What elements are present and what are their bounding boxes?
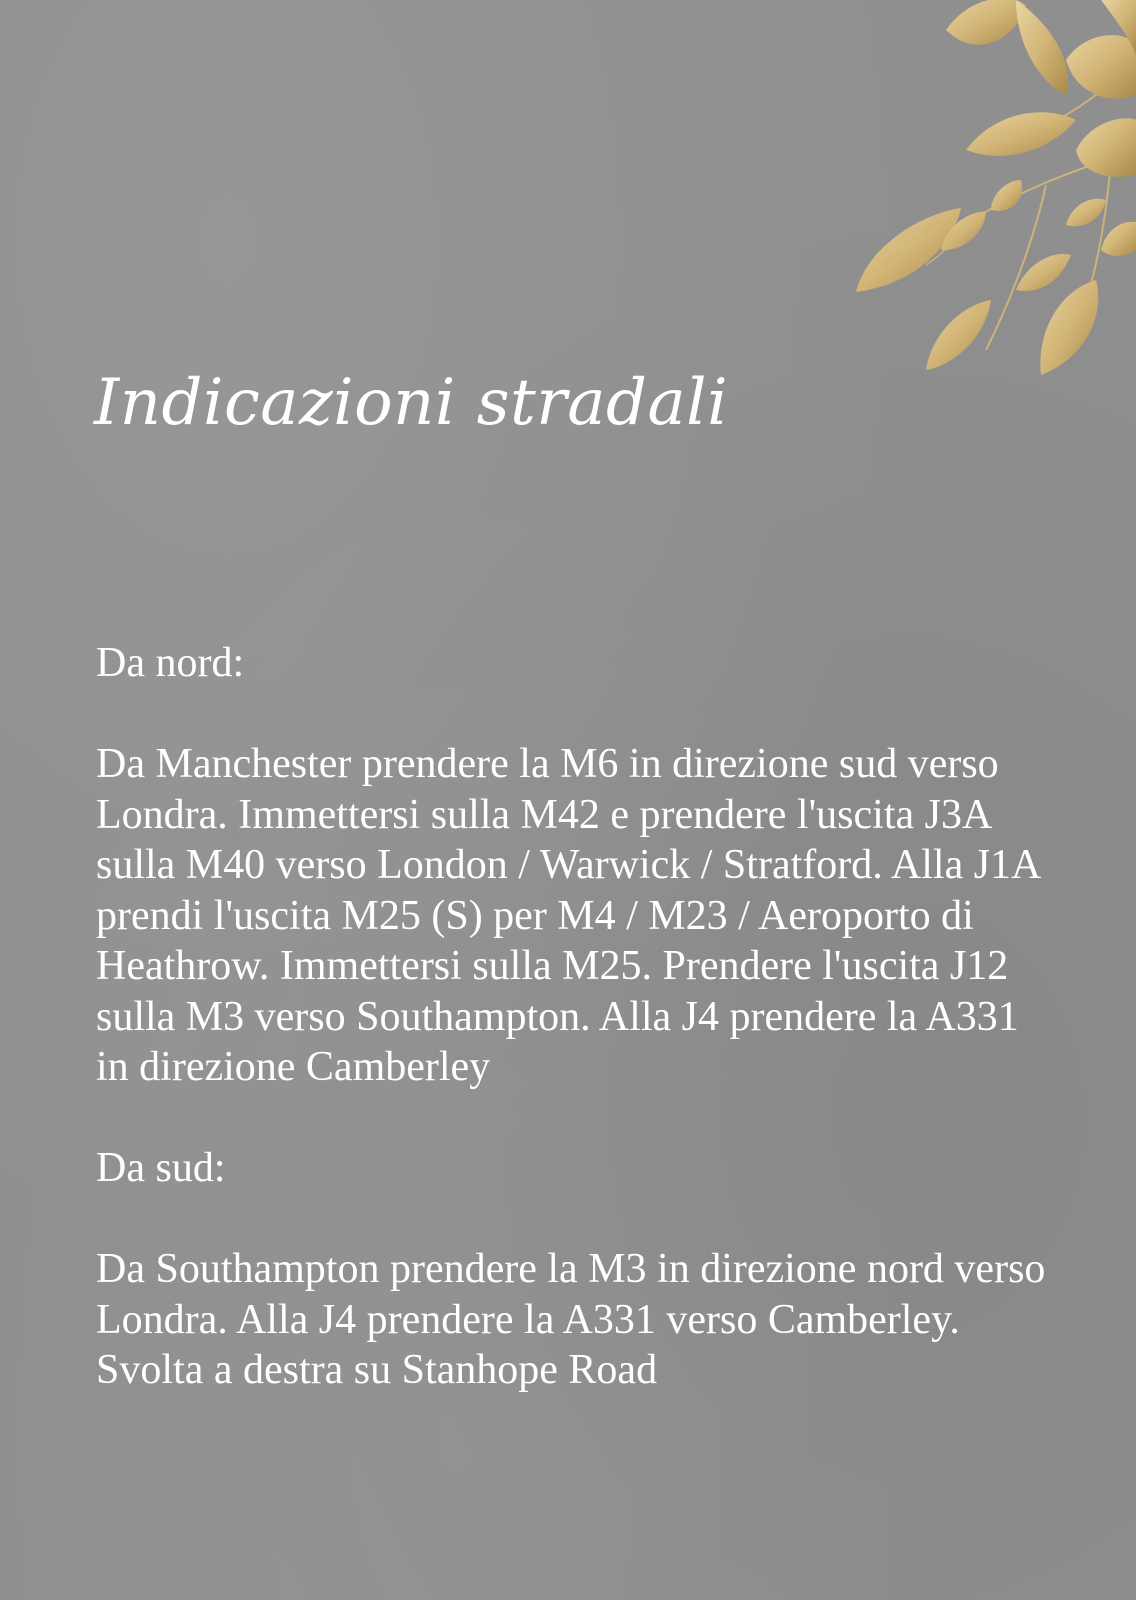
gold-leaves-icon <box>716 0 1136 390</box>
section-south <box>96 1143 1056 1396</box>
page-title: Indicazioni stradali <box>94 366 729 440</box>
section-text: Da Manchester prendere la M6 in direzione sud verso Londra. Immettersi sulla M42 e prendere l'uscita J3A sulla M40 verso London / Warwick / Stratford. Alla J1A prendi l'uscita M25 (S) per M4 / M23 / Aeroporto di Heathrow. Immettersi sulla M25. Prendere l'uscita J12 sulla M3 verso Southampton. Alla J4 prendere la A331 in direzione Camberley <box>96 741 1040 1090</box>
directions-body <box>96 638 1056 1396</box>
section-text: Da Southampton prendere la M3 in direzione nord verso Londra. Alla J4 prendere la A331 verso Camberley. Svolta a destra su Stanhope Road <box>96 1246 1046 1393</box>
section-north <box>96 638 1056 1093</box>
section-heading: Da nord: <box>96 640 245 686</box>
section-heading: Da sud: <box>96 1145 226 1191</box>
